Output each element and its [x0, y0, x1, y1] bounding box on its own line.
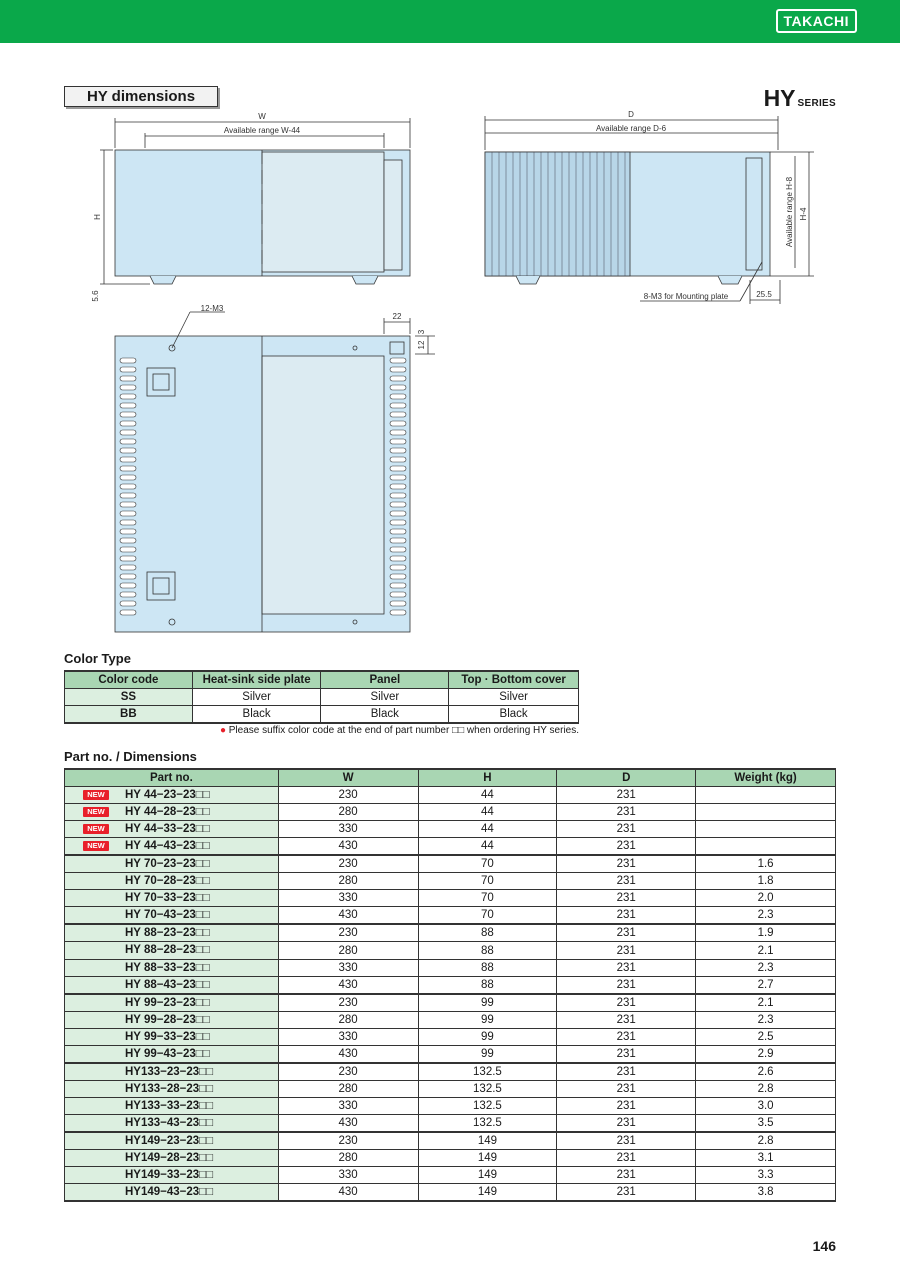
cell-w: 330 [278, 890, 418, 907]
part-number: HY133−28−23□□ [125, 1082, 214, 1095]
cell-d: 231 [557, 1150, 696, 1167]
cell-w: 430 [278, 1115, 418, 1133]
parts-title: Part no. / Dimensions [64, 749, 197, 764]
cell-wt: 1.9 [696, 924, 836, 942]
dim-d: D [628, 110, 634, 119]
part-number-cell [65, 821, 279, 838]
cell-w: 280 [278, 1011, 418, 1028]
cell-h: 99 [418, 1011, 557, 1028]
part-number-cell [65, 907, 279, 925]
cell-h: 44 [418, 787, 557, 804]
part-number-cell [65, 787, 279, 804]
color-header: Top · Bottom cover [449, 671, 579, 689]
table-row [65, 1097, 836, 1114]
dim-12-m3: 12-M3 [200, 304, 224, 313]
cell-w: 280 [278, 804, 418, 821]
part-number-cell [65, 1080, 279, 1097]
part-number-cell [65, 1167, 279, 1184]
part-number: HY 99−43−23□□ [125, 1047, 210, 1060]
cell-wt: 2.9 [696, 1045, 836, 1063]
dim-avail-w: Available range W-44 [223, 126, 301, 135]
page-number: 146 [812, 1238, 836, 1254]
table-row [65, 959, 836, 976]
side-view [485, 110, 814, 304]
cell-wt: 2.0 [696, 890, 836, 907]
table-row [65, 873, 836, 890]
part-number-cell [65, 1184, 279, 1202]
cell-wt: 2.3 [696, 1011, 836, 1028]
cell-w: 230 [278, 855, 418, 873]
part-number: HY 88−28−23□□ [125, 944, 210, 957]
cell-h: 44 [418, 838, 557, 856]
part-number: HY133−43−23□□ [125, 1117, 214, 1130]
cell-h: 149 [418, 1150, 557, 1167]
cell-wt [696, 838, 836, 856]
cell-wt: 2.1 [696, 994, 836, 1012]
cell-h: 149 [418, 1184, 557, 1202]
part-number-cell [65, 924, 279, 942]
cell-d: 231 [557, 907, 696, 925]
cell-h: 132.5 [418, 1080, 557, 1097]
dim-3: 3 [417, 329, 426, 335]
table-row [65, 804, 836, 821]
table-row [65, 942, 836, 959]
cell-w: 230 [278, 787, 418, 804]
cell-d: 231 [557, 890, 696, 907]
cell-d: 231 [557, 1028, 696, 1045]
color-cell: Silver [321, 689, 449, 706]
part-number-cell [65, 976, 279, 994]
dim-h-4: H-4 [799, 207, 808, 221]
part-number-cell [65, 873, 279, 890]
part-number: HY149−23−23□□ [125, 1135, 214, 1148]
cell-h: 88 [418, 942, 557, 959]
color-cell: Silver [192, 689, 321, 706]
table-row [65, 855, 836, 873]
cell-d: 231 [557, 1167, 696, 1184]
dim-5-6: 5.6 [91, 290, 100, 302]
cell-h: 99 [418, 1028, 557, 1045]
front-panel [262, 152, 384, 272]
part-number: HY 88−23−23□□ [125, 927, 210, 940]
section-label: HY dimensions [64, 86, 218, 107]
color-code: BB [65, 706, 193, 724]
part-number-cell [65, 1045, 279, 1063]
part-number-cell [65, 1132, 279, 1150]
cell-w: 230 [278, 924, 418, 942]
color-cell: Black [192, 706, 321, 724]
table-row [65, 1150, 836, 1167]
table-row [65, 838, 836, 856]
cell-h: 132.5 [418, 1063, 557, 1081]
dim-h: H [93, 214, 102, 220]
color-row [65, 706, 579, 724]
part-number: HY 44−43−23□□ [125, 840, 210, 853]
part-number: HY149−43−23□□ [125, 1186, 214, 1199]
cell-wt: 3.5 [696, 1115, 836, 1133]
cell-wt: 1.8 [696, 873, 836, 890]
series-subtitle: SERIES [797, 98, 836, 109]
parts-header: D [557, 769, 696, 787]
part-number: HY 70−23−23□□ [125, 858, 210, 871]
part-number: HY133−23−23□□ [125, 1065, 214, 1078]
cell-w: 330 [278, 1167, 418, 1184]
cell-wt: 2.3 [696, 907, 836, 925]
cell-w: 430 [278, 907, 418, 925]
table-row [65, 1080, 836, 1097]
part-number-cell [65, 804, 279, 821]
cell-h: 149 [418, 1167, 557, 1184]
table-row [65, 1115, 836, 1133]
color-header: Color code [65, 671, 193, 689]
color-type-table [64, 670, 579, 724]
cell-d: 231 [557, 1097, 696, 1114]
table-row [65, 994, 836, 1012]
part-number-cell [65, 838, 279, 856]
cell-w: 230 [278, 1063, 418, 1081]
cell-wt: 2.6 [696, 1063, 836, 1081]
cell-d: 231 [557, 1115, 696, 1133]
new-badge: NEW [83, 807, 109, 817]
cell-wt: 2.7 [696, 976, 836, 994]
cell-d: 231 [557, 976, 696, 994]
dim-12: 12 [417, 340, 426, 350]
new-badge: NEW [83, 790, 109, 800]
cell-d: 231 [557, 1063, 696, 1081]
table-row [65, 1184, 836, 1202]
color-cell: Black [321, 706, 449, 724]
cell-wt: 3.0 [696, 1097, 836, 1114]
note-bullet: ● [219, 725, 226, 736]
cell-d: 231 [557, 787, 696, 804]
cell-h: 70 [418, 855, 557, 873]
cell-h: 132.5 [418, 1115, 557, 1133]
table-row [65, 907, 836, 925]
cell-wt: 3.1 [696, 1150, 836, 1167]
part-number: HY 99−33−23□□ [125, 1030, 210, 1043]
front-view [91, 112, 410, 302]
cell-h: 88 [418, 924, 557, 942]
parts-header: Part no. [65, 769, 279, 787]
cell-w: 430 [278, 1184, 418, 1202]
cell-d: 231 [557, 959, 696, 976]
part-number-cell [65, 1011, 279, 1028]
cell-d: 231 [557, 924, 696, 942]
dim-mounting: 8-M3 for Mounting plate [643, 292, 729, 301]
table-row [65, 1011, 836, 1028]
part-number-cell [65, 942, 279, 959]
part-number: HY 99−28−23□□ [125, 1013, 210, 1026]
color-header: Heat-sink side plate [192, 671, 321, 689]
part-number: HY 44−28−23□□ [125, 806, 210, 819]
series-name: HY [763, 85, 796, 111]
parts-header: H [418, 769, 557, 787]
parts-header: W [278, 769, 418, 787]
color-type-title: Color Type [64, 651, 131, 666]
dim-w: W [258, 112, 266, 121]
order-note [64, 725, 579, 736]
part-number-cell [65, 1115, 279, 1133]
part-number: HY133−33−23□□ [125, 1099, 214, 1112]
cell-wt: 2.8 [696, 1080, 836, 1097]
cell-w: 280 [278, 942, 418, 959]
color-row [65, 689, 579, 706]
cell-h: 88 [418, 976, 557, 994]
cell-wt: 2.3 [696, 959, 836, 976]
cell-wt: 3.3 [696, 1167, 836, 1184]
cell-wt: 2.1 [696, 942, 836, 959]
cell-h: 70 [418, 907, 557, 925]
table-row [65, 1045, 836, 1063]
table-row [65, 821, 836, 838]
parts-table [64, 768, 836, 1202]
part-number: HY 44−23−23□□ [125, 789, 210, 801]
new-badge: NEW [83, 824, 109, 834]
color-code: SS [65, 689, 193, 706]
table-row [65, 1028, 836, 1045]
cell-w: 280 [278, 873, 418, 890]
cell-h: 132.5 [418, 1097, 557, 1114]
cell-h: 99 [418, 1045, 557, 1063]
part-number-cell [65, 1028, 279, 1045]
cell-d: 231 [557, 942, 696, 959]
cell-wt [696, 787, 836, 804]
part-number-cell [65, 890, 279, 907]
cell-h: 99 [418, 994, 557, 1012]
cell-d: 231 [557, 838, 696, 856]
cell-wt: 2.5 [696, 1028, 836, 1045]
color-cell: Silver [449, 689, 579, 706]
part-number: HY149−33−23□□ [125, 1169, 214, 1182]
table-row [65, 1063, 836, 1081]
new-badge: NEW [83, 841, 109, 851]
note-text: Please suffix color code at the end of part number □□ when ordering HY series. [228, 725, 579, 736]
part-number: HY 70−28−23□□ [125, 875, 210, 888]
part-number: HY 70−43−23□□ [125, 909, 210, 922]
cell-w: 330 [278, 1097, 418, 1114]
cell-d: 231 [557, 855, 696, 873]
cell-w: 330 [278, 821, 418, 838]
part-number-cell [65, 994, 279, 1012]
cell-h: 88 [418, 959, 557, 976]
cell-w: 280 [278, 1150, 418, 1167]
part-number: HY 88−43−23□□ [125, 978, 210, 991]
part-number-cell [65, 1063, 279, 1081]
part-number-cell [65, 1150, 279, 1167]
cell-wt: 3.8 [696, 1184, 836, 1202]
part-number: HY149−28−23□□ [125, 1152, 214, 1165]
cell-w: 330 [278, 1028, 418, 1045]
cell-d: 231 [557, 821, 696, 838]
table-row [65, 1132, 836, 1150]
table-row [65, 787, 836, 804]
part-number-cell [65, 1097, 279, 1114]
cell-w: 330 [278, 959, 418, 976]
dim-avail-h: Available range H-8 [785, 176, 794, 248]
top-view [115, 304, 435, 632]
dim-25-5: 25.5 [756, 290, 772, 299]
cell-w: 430 [278, 1045, 418, 1063]
cell-h: 44 [418, 821, 557, 838]
brand-logo: TAKACHI [776, 9, 857, 33]
part-number: HY 44−33−23□□ [125, 823, 210, 836]
cell-w: 230 [278, 994, 418, 1012]
part-number: HY 70−33−23□□ [125, 892, 210, 905]
table-row [65, 1167, 836, 1184]
part-number-cell [65, 959, 279, 976]
cell-d: 231 [557, 1132, 696, 1150]
part-number: HY 88−33−23□□ [125, 961, 210, 974]
cell-d: 231 [557, 1045, 696, 1063]
cell-w: 430 [278, 976, 418, 994]
table-row [65, 890, 836, 907]
parts-header: Weight (kg) [696, 769, 836, 787]
cell-d: 231 [557, 994, 696, 1012]
cell-h: 70 [418, 890, 557, 907]
cell-w: 430 [278, 838, 418, 856]
table-row [65, 924, 836, 942]
cell-h: 149 [418, 1132, 557, 1150]
color-header: Panel [321, 671, 449, 689]
part-number: HY 99−23−23□□ [125, 996, 210, 1009]
cell-d: 231 [557, 804, 696, 821]
dim-avail-d: Available range D-6 [595, 124, 667, 133]
cell-d: 231 [557, 873, 696, 890]
dim-22: 22 [392, 312, 402, 321]
cell-wt [696, 804, 836, 821]
cell-h: 70 [418, 873, 557, 890]
color-cell: Black [449, 706, 579, 724]
cell-w: 230 [278, 1132, 418, 1150]
cell-wt [696, 821, 836, 838]
cell-d: 231 [557, 1011, 696, 1028]
part-number-cell [65, 855, 279, 873]
table-row [65, 976, 836, 994]
cell-d: 231 [557, 1080, 696, 1097]
cell-d: 231 [557, 1184, 696, 1202]
cell-h: 44 [418, 804, 557, 821]
cell-wt: 1.6 [696, 855, 836, 873]
cell-wt: 2.8 [696, 1132, 836, 1150]
cell-w: 280 [278, 1080, 418, 1097]
